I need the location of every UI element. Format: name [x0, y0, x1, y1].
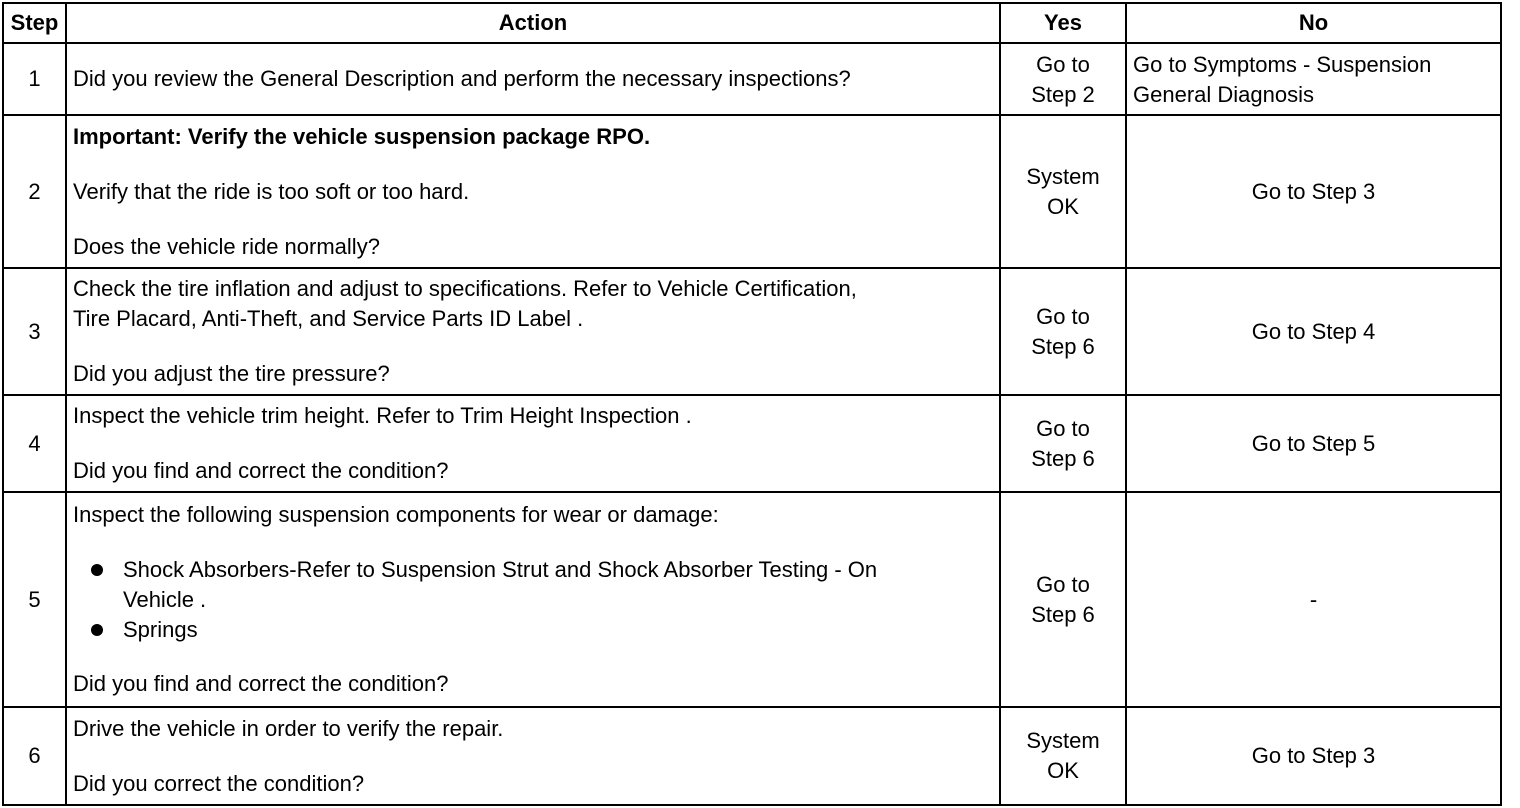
list-item-text: Vehicle .: [123, 587, 207, 612]
yes-cell: [1000, 268, 1126, 395]
header-no: No: [1126, 3, 1501, 43]
component-list: [73, 555, 993, 645]
step-number: 1: [3, 43, 66, 115]
table-row: [3, 707, 1501, 805]
action-text: Tire Placard, Anti-Theft, and Service Parts ID Label .: [73, 306, 584, 331]
yes-link[interactable]: OK: [1047, 758, 1079, 783]
action-cell: [66, 395, 1000, 492]
no-value: -: [1309, 586, 1318, 612]
no-cell: [1126, 707, 1501, 805]
header-action: Action: [66, 3, 1000, 43]
yes-link[interactable]: OK: [1047, 193, 1079, 219]
action-question: Did you adjust the tire pressure?: [73, 361, 390, 386]
table-row: [3, 492, 1501, 707]
table-row: [3, 43, 1501, 115]
important-note: Important: Verify the vehicle suspension package RPO.: [73, 123, 651, 149]
action-text: Inspect the vehicle trim height. Refer to Trim Height Inspection .: [73, 403, 692, 428]
action-question: Did you find and correct the condition?: [73, 671, 449, 696]
action-cell: [66, 43, 1000, 115]
table-row: [3, 115, 1501, 268]
no-cell: [1126, 395, 1501, 492]
yes-cell: [1000, 395, 1126, 492]
no-link[interactable]: Go to Step 3: [1251, 743, 1376, 768]
no-cell: [1126, 268, 1501, 395]
yes-link[interactable]: System: [1026, 728, 1100, 753]
header-yes: Yes: [1000, 3, 1126, 43]
no-link[interactable]: Go to Step 3: [1251, 178, 1376, 204]
action-text: Did you review the General Description and perform the necessary inspections?: [73, 66, 851, 91]
no-cell: [1126, 115, 1501, 268]
yes-link[interactable]: Go to: [1036, 52, 1090, 77]
step-number: 5: [3, 492, 66, 707]
no-link[interactable]: Go to Symptoms - Suspension: [1133, 52, 1432, 77]
yes-cell: [1000, 492, 1126, 707]
list-item-text: Shock Absorbers-Refer to Suspension Strut and Shock Absorber Testing - On: [123, 557, 878, 582]
no-link[interactable]: General Diagnosis: [1133, 82, 1314, 107]
diagnostic-table: [2, 2, 1502, 806]
yes-cell: [1000, 115, 1126, 268]
header-step: Step: [3, 3, 66, 43]
no-link[interactable]: Go to Step 4: [1251, 318, 1376, 344]
action-question: Did you correct the condition?: [73, 770, 365, 796]
yes-link[interactable]: Go to: [1036, 303, 1090, 329]
no-link[interactable]: Go to Step 5: [1251, 430, 1376, 456]
yes-link[interactable]: System: [1026, 163, 1100, 189]
step-number: 6: [3, 707, 66, 805]
action-cell: [66, 492, 1000, 707]
action-question: Does the vehicle ride normally?: [73, 233, 380, 259]
list-item: [73, 615, 993, 645]
step-number: 3: [3, 268, 66, 395]
header-row: [3, 3, 1501, 43]
action-text: Check the tire inflation and adjust to specifications. Refer to Vehicle Certification,: [73, 276, 857, 301]
yes-cell: [1000, 707, 1126, 805]
yes-link[interactable]: Step 6: [1031, 445, 1095, 471]
action-text: Verify that the ride is too soft or too hard.: [73, 178, 470, 204]
yes-cell: [1000, 43, 1126, 115]
no-cell: [1126, 43, 1501, 115]
yes-link[interactable]: Step 6: [1031, 333, 1095, 359]
step-number: 4: [3, 395, 66, 492]
yes-link[interactable]: Go to: [1036, 415, 1090, 441]
yes-link[interactable]: Step 6: [1031, 601, 1095, 627]
action-text: Inspect the following suspension components for wear or damage:: [73, 502, 719, 527]
list-item: [73, 555, 993, 615]
no-cell: [1126, 492, 1501, 707]
action-question: Did you find and correct the condition?: [73, 458, 449, 483]
table-row: [3, 268, 1501, 395]
action-text: Drive the vehicle in order to verify the repair.: [73, 715, 504, 741]
step-number: 2: [3, 115, 66, 268]
action-cell: [66, 268, 1000, 395]
yes-link[interactable]: Go to: [1036, 571, 1090, 597]
action-cell: [66, 707, 1000, 805]
yes-link[interactable]: Step 2: [1031, 82, 1095, 107]
action-cell: [66, 115, 1000, 268]
table-row: [3, 395, 1501, 492]
list-item-text: Springs: [123, 617, 198, 642]
